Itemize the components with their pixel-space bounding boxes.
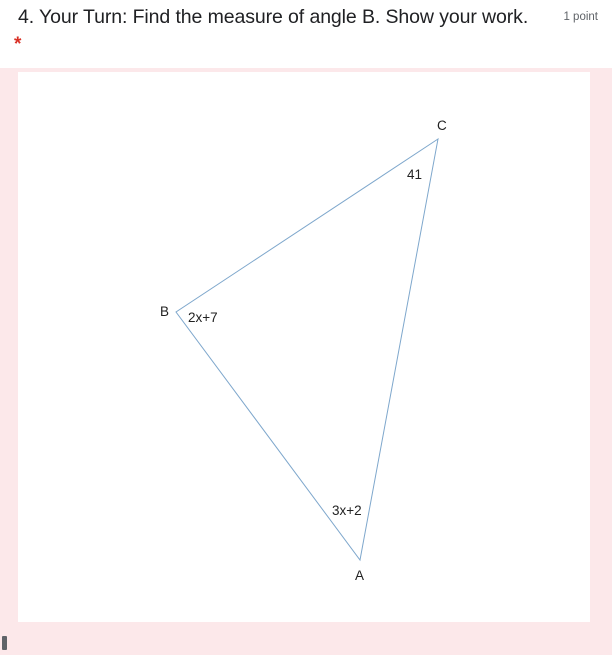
question-image [18, 72, 590, 622]
question-header [18, 6, 598, 36]
vertex-label-a: A [355, 568, 365, 583]
vertex-label-b: B [160, 304, 170, 319]
angle-label-a: 3x+2 [332, 503, 362, 518]
question-image-panel [0, 68, 612, 655]
angle-label-c: 41 [407, 167, 423, 182]
question-points: 1 point [563, 11, 598, 23]
triangle-diagram [18, 72, 590, 622]
question-title: 4. Your Turn: Find the measure of angle B. Show your work. [18, 6, 529, 28]
vertex-label-c: C [437, 118, 447, 133]
triangle-abc [176, 139, 438, 560]
required-asterisk: * [14, 34, 22, 55]
angle-label-b: 2x+7 [188, 310, 218, 325]
scrollbar-handle[interactable] [2, 636, 7, 650]
